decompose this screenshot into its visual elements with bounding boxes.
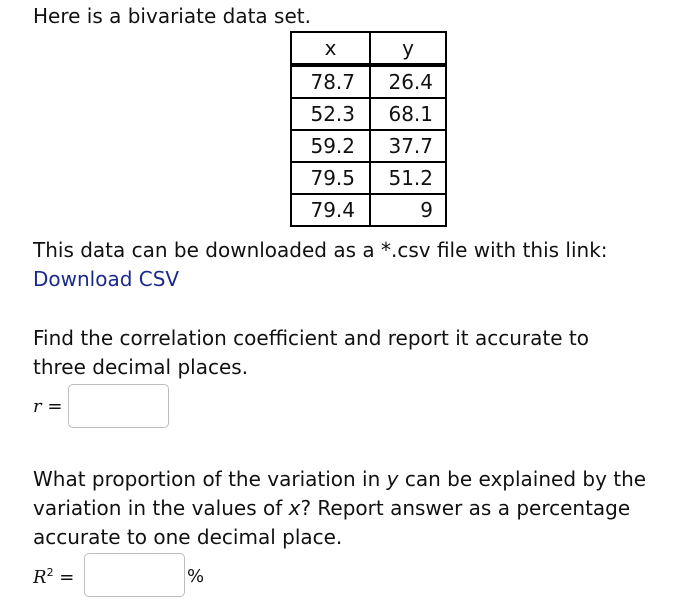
question2-text-line1 bbox=[33, 465, 646, 494]
data-table bbox=[290, 31, 447, 227]
cell-x: 59.2 bbox=[291, 130, 370, 162]
r-label bbox=[33, 396, 62, 417]
r-squared-equals: = bbox=[53, 567, 75, 588]
cell-y: 68.1 bbox=[370, 98, 446, 130]
question1-text-line2: three decimal places. bbox=[33, 355, 249, 379]
variable-x: x bbox=[288, 496, 301, 520]
cell-x: 79.5 bbox=[291, 162, 370, 194]
r-equals: = bbox=[41, 396, 63, 417]
table-row bbox=[291, 130, 446, 162]
table-row bbox=[291, 98, 446, 130]
cell-y: 9 bbox=[370, 194, 446, 226]
header-y: y bbox=[370, 32, 446, 65]
question2-text-part: ? Report answer as a percentage bbox=[300, 496, 631, 520]
header-x: x bbox=[291, 32, 370, 65]
download-csv-link[interactable]: Download CSV bbox=[33, 267, 180, 291]
r-variable: r bbox=[33, 396, 42, 417]
r-squared-label bbox=[33, 566, 74, 588]
table-header-row bbox=[291, 32, 446, 65]
table-row bbox=[291, 65, 446, 98]
question2-text-part: variation in the values of bbox=[33, 496, 289, 520]
question2-text-line2 bbox=[33, 494, 630, 523]
cell-x: 78.7 bbox=[291, 65, 370, 98]
cell-y: 26.4 bbox=[370, 65, 446, 98]
cell-x: 52.3 bbox=[291, 98, 370, 130]
question2-text-part: can be explained by the bbox=[398, 467, 647, 491]
table-row bbox=[291, 194, 446, 226]
question2-text-line3: accurate to one decimal place. bbox=[33, 525, 343, 549]
cell-x: 79.4 bbox=[291, 194, 370, 226]
r-squared-exponent: 2 bbox=[46, 566, 54, 579]
question1-text-line1: Find the correlation coefficient and report it accurate to bbox=[33, 326, 589, 350]
r-squared-input[interactable] bbox=[84, 553, 185, 597]
r-squared-variable: R bbox=[33, 567, 47, 588]
table-row bbox=[291, 162, 446, 194]
correlation-input[interactable] bbox=[68, 384, 169, 428]
cell-y: 51.2 bbox=[370, 162, 446, 194]
question2-text-part: What proportion of the variation in bbox=[33, 467, 387, 491]
cell-y: 37.7 bbox=[370, 130, 446, 162]
percent-unit: % bbox=[187, 566, 205, 587]
intro-text: Here is a bivariate data set. bbox=[33, 4, 311, 28]
csv-instructions: This data can be downloaded as a *.csv file with this link: bbox=[33, 238, 608, 262]
variable-y: y bbox=[386, 467, 399, 491]
